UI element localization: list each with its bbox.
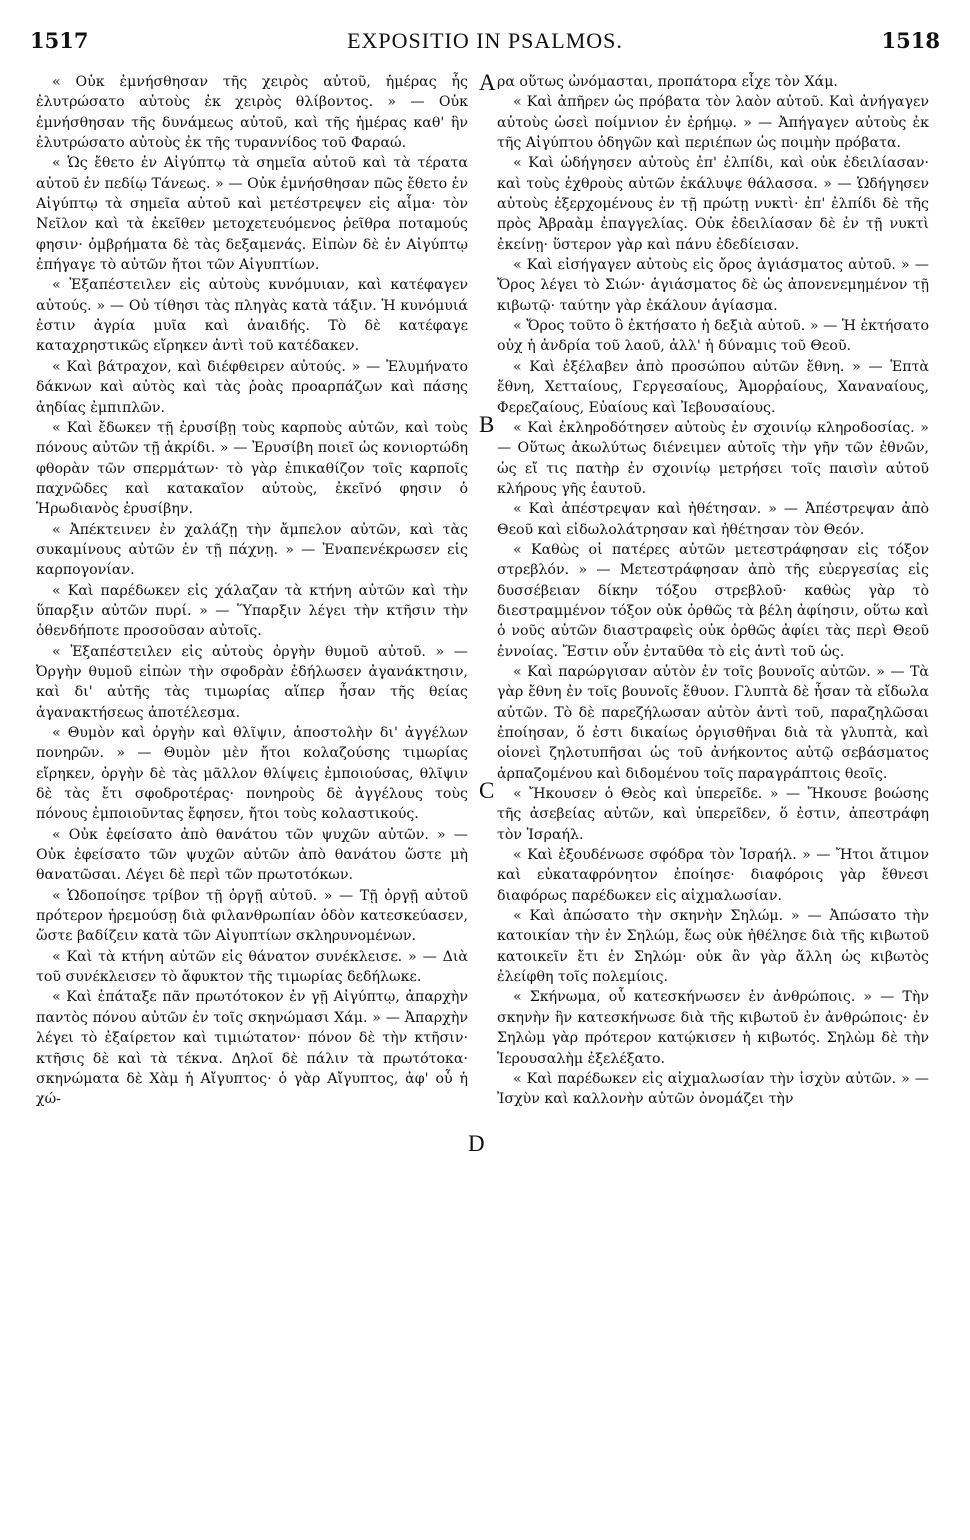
paragraph: « Σκήνωμα, οὗ κατεσκήνωσεν ἐν ἀνθρώποις. » — Τὴν σκηνὴν ἣν κατεσκήνωσε διὰ τῆς κιβωτοῦ ἐν ἀνθρώποις· ἐν Σηλὼμ γὰρ πρότερον κατῴκισεν ἡ κιβωτός. Σηλὼμ δὲ τὴν Ἱερουσαλὴμ ἐξελέξατο. [497,989,929,1067]
paragraph: « Οὐκ ἐμνήσθησαν τῆς χειρὸς αὐτοῦ, ἡμέρας ἧς ἐλυτρώσατο αὐτοὺς ἐκ χειρὸς θλίβοντος. » — Οὐκ ἐμνήσθησαν τῆς δυνάμεως αὐτοῦ, καὶ τῆς ἡμέρας καθ' ἣν ἐλυτρώσατο αὐτοὺς ἐκ τῆς τυραννίδος τοῦ Φαραώ. [36,74,468,152]
paragraph: « Καὶ βάτραχον, καὶ διέφθειρεν αὐτούς. » — Ἐλυμήνατο δάκνων καὶ αὐτὸς καὶ τὰς ῥοὰς προαρπάζων καὶ πάσης ἀηδίας ἐμπιπλῶν. [36,358,468,416]
paragraph: « Ἀπέκτεινεν ἐν χαλάζῃ τὴν ἄμπελον αὐτῶν, καὶ τὰς συκαμίνους αὐτῶν ἐν τῇ πάχνῃ. » — Ἐναπενέκρωσεν εἰς καρπογονίαν. [36,521,468,579]
paragraph: « Ὡδοποίησε τρίβον τῇ ὀργῇ αὐτοῦ. » — Τῇ ὀργῇ αὐτοῦ πρότερον ἠρεμούσῃ διὰ φιλανθρωπίαν ὁδὸν κατεσκεύασεν, ὥστε βαδίζειν κατὰ τῶν Αἰγυπτίων σκληρυνομένων. [36,887,468,945]
left-column [36,72,468,1527]
right-column [497,72,929,1527]
paragraph: « Καὶ ἔδωκεν τῇ ἐρυσίβῃ τοὺς καρποὺς αὐτῶν, καὶ τοὺς πόνους αὐτῶν τῇ ἀκρίδι. » — Ἐρυσίβη ποιεῖ ὡς κονιορτώδη φθορὰν τῶν σπερμάτων· τὸ γὰρ ἐπικαθίζον τοῖς καρποῖς παχνῶδες καὶ κατακαῖον αὐτοὺς, ἐκεῖνό φησιν ὁ Ἡρωδιανὸς ἐρυσίβην. [36,419,468,518]
paragraph: « Καὶ ἐξουδένωσε σφόδρα τὸν Ἰσραήλ. » — Ἤτοι ἄτιμον καὶ εὐκαταφρόνητον ἐποίησε· διαφόροις γὰρ ἔθνεσι διαφόρως παρέδωκεν εἰς αἰχμαλωσίαν. [497,847,929,904]
paragraph: « Ὡς ἔθετο ἐν Αἰγύπτῳ τὰ σημεῖα αὐτοῦ καὶ τὰ τέρατα αὐτοῦ ἐν πεδίῳ Τάνεως. » — Οὐκ ἐμνήσθησαν πῶς ἔθετο ἐν Αἰγύπτῳ τὰ σημεῖα αὐτοῦ καὶ μετέστρεψεν εἰς αἷμα· τὸν Νεῖλον καὶ τὰ ἐκεῖθεν μετοχετευόμενος ῥεῖθρα ποταμούς φησιν· ὀμβρήματα δὲ τὰς δεξαμενάς. Εἰπὼν δὲ ἐν Αἰγύπτῳ ἐπήγαγε τὸ αὐτῶν ἤτοι τῶν Αἰγυπτίων. [36,155,468,274]
paragraph: « Θυμὸν καὶ ὀργὴν καὶ θλῖψιν, ἀποστολὴν δι' ἀγγέλων πονηρῶν. » — Θυμὸν μὲν ἤτοι κολαζούσης τιμωρίας εἴρηκεν, ὀργὴν δὲ τὰς μᾶλλον θλίψεις ἐμποιούσας, θλῖψιν δὲ τὰς ἔτι σφοδροτέρας· πονηροὺς δὲ ἀγγέλους τοὺς πόνους ἐμποιοῦντας ἔφησεν, ἤτοι τοὺς κολαστικούς. [36,725,468,823]
paragraph-continuation: ρα οὕτως ὠνόμασται, προπάτορα εἶχε τὸν Χάμ. [497,74,838,90]
paragraph: « Καὶ παρέδωκεν εἰς χάλαζαν τὰ κτήνη αὐτῶν καὶ τὴν ὕπαρξιν αὐτῶν πυρί. » — Ὕπαρξιν λέγει τὴν κτῆσιν τὴν ὁθενδήποτε προσοῦσαν αὐτοῖς. [36,582,468,640]
column-marker-b: B [479,412,495,437]
paragraph: « Καὶ τὰ κτήνη αὐτῶν εἰς θάνατον συνέκλεισε. » — Διὰ τοῦ συνέκλεισεν τὸ ἄφυκτον τῆς τιμωρίας δεδήλωκε. [36,948,468,986]
page-number-left: 1517 [30,28,89,53]
paragraph: « Καὶ παρώργισαν αὐτὸν ἐν τοῖς βουνοῖς αὐτῶν. » — Τὰ γὰρ ἔθνη ἐν τοῖς βουνοῖς ἔθυον. Γλυπτὰ δὲ ἦσαν τὰ εἴδωλα αὐτῶν. Τὸ δὲ παρεζήλωσαν αὐτὸν ἀντὶ τοῦ, παραζηλῶσαι ἐποίησαν, ὅ ἐστι δικαίως ὀργισθῆναι διὰ τὰ γλυπτὰ, καὶ οἱονεὶ ζηλοτυπῆσαι ὡς τοῦ ἀνήκοντος αὐτῷ σεβάσματος ἁρπαζομένου καὶ διδομένου τοῖς παραγράπτοις θεοῖς. [497,663,929,782]
paragraph: « Ἐξαπέστειλεν εἰς αὐτοὺς ὀργὴν θυμοῦ αὐτοῦ. » — Ὀργὴν θυμοῦ εἰπὼν τὴν σφοδρὰν ἐδήλωσεν ἀγανάκτησιν, καὶ δι' αὐτῆς τὰς τιμωρίας αἵπερ ἦσαν τῆς θείας ἀγανακτήσεως ἀποτέλεσμα. [36,643,468,721]
column-marker-d: D [468,1131,485,1156]
running-title: EXPOSITIO IN PSALMOS. [347,28,623,53]
page-header [30,28,940,64]
page-number-right: 1518 [881,28,940,53]
paragraph: « Καὶ ἐπάταξε πᾶν πρωτότοκον ἐν γῇ Αἰγύπτῳ, ἀπαρχὴν παντὸς πόνου αὐτῶν ἐν τοῖς σκηνώμασι Χάμ. » — Ἀπαρχὴν λέγει τὸ ἐξαίρετον καὶ τιμιώτατον· πόνον δὲ τὴν κτῆσιν· κτῆσις δὲ καὶ τὰ τέκνα. Δηλοῖ δὲ πάλιν τὰ πρωτότοκα· σκηνώματα δὲ Χὰμ ἡ Αἴγυπτος· ὁ γὰρ Αἴγυπτος, ἀφ' οὗ ἡ χώ- [36,989,468,1108]
paragraph: « Καὶ ἀπώσατο τὴν σκηνὴν Σηλώμ. » — Ἀπώσατο τὴν κατοικίαν τὴν ἐν Σηλώμ, ἕως οὐκ ἠθέλησε διὰ τῆς κιβωτοῦ κατοικεῖν ἔτι ἐν Σηλώμ· οὐκ ἂν γὰρ ἄλλη ὡς κιβωτὸς ἐλείφθη τοῖς πολεμίοις. [497,908,929,986]
paragraph: « Καὶ ἐξέλαβεν ἀπὸ προσώπου αὐτῶν ἔθνη. » — Ἑπτὰ ἔθνη, Χετταίους, Γεργεσαίους, Ἀμορῥαίους, Χαναναίους, Φερεζαίους, Εὐαίους καὶ Ἰεβουσαίους. [497,358,929,416]
column-marker-c: C [479,778,495,803]
paragraph: « Καθὼς οἱ πατέρες αὐτῶν μετεστράφησαν εἰς τόξον στρεβλόν. » — Μετεστράφησαν ἀπὸ τῆς εὐεργεσίας εἰς δυσσέβειαν δίκην τόξου στρεβλοῦ· καθὼς γὰρ τὸ διεστραμμένον τόξον οὐκ ὀρθῶς τὰ βέλη ἀφίησιν, οὕτω καὶ ὁ νοῦς αὐτῶν διαστραφεὶς οὐκ ὀρθῶς ἀφίει τὰς περὶ Θεοῦ ἐννοίας. Ἔστιν οὖν ἐνταῦθα τὸ εἰς ἀντὶ τοῦ ὡς. [497,541,929,660]
column-marker-a: A [479,70,496,95]
paragraph: « Καὶ εἰσήγαγεν αὐτοὺς εἰς ὄρος ἁγιάσματος αὐτοῦ. » — Ὄρος λέγει τὸ Σιών· ἁγιάσματος δὲ ὡς ἀπονενεμημένον τῇ κιβωτῷ· ταύτην γὰρ ἐκάλουν ἁγίασμα. [497,257,929,314]
paragraph: « Καὶ ὡδήγησεν αὐτοὺς ἐπ' ἐλπίδι, καὶ οὐκ ἐδειλίασαν· καὶ τοὺς ἐχθροὺς αὐτῶν ἐκάλυψε θάλασσα. » — Ὡδήγησεν αὐτοὺς ἐξερχομένους ἐν τῇ πρώτῃ νυκτὶ· ἐπ' ἐλπίδι δὲ τῆς πρὸς Ἀβραὰμ ἐπαγγελίας. Οὐκ ἐδειλίασαν δὲ ἐν τῇ νυκτὶ ἐκείνῃ· ὕστερον γὰρ καὶ πάνυ ἐδεδίεισαν. [497,155,929,253]
paragraph: « Καὶ ἐκληροδότησεν αὐτοὺς ἐν σχοινίῳ κληροδοσίας. » — Οὕτως ἀκωλύτως διένειμεν αὐτοῖς τὴν γῆν τῶν ἐθνῶν, ὡς εἴ τις πατὴρ ἐν σχοινίῳ μετρήσει τοῖς παισὶν αὐτοῦ κλήρους γῆς ἑαυτοῦ. [497,419,929,497]
paragraph: « Καὶ ἀπῆρεν ὡς πρόβατα τὸν λαὸν αὐτοῦ. Καὶ ἀνήγαγεν αὐτοὺς ὡσεὶ ποίμνιον ἐν ἐρήμῳ. » — Ἀπήγαγεν αὐτοὺς ἐκ τῆς Αἰγύπτου ὁδηγῶν καὶ περιέπων ὡς ποιμὴν πρόβατα. [497,94,929,152]
paragraph: « Οὐκ ἐφείσατο ἀπὸ θανάτου τῶν ψυχῶν αὐτῶν. » — Οὐκ ἐφείσατο τῶν ψυχῶν αὐτῶν ἀπὸ θανάτου ὥστε μὴ θανατῶσαι. Λέγει δὲ περὶ τῶν πρωτοτόκων. [36,826,468,884]
paragraph: « Καὶ παρέδωκεν εἰς αἰχμαλωσίαν τὴν ἰσχὺν αὐτῶν. » — Ἰσχὺν καὶ καλλονὴν αὐτῶν ὀνομάζει τὴν [497,1070,929,1108]
paragraph: « Καὶ ἀπέστρεψαν καὶ ἠθέτησαν. » — Ἀπέστρεψαν ἀπὸ Θεοῦ καὶ εἰδωλολάτρησαν καὶ ἠθέτησαν τὸν Θεόν. [497,501,929,538]
paragraph: « Ἐξαπέστειλεν εἰς αὐτοὺς κυνόμυιαν, καὶ κατέφαγεν αὐτούς. » — Οὐ τίθησι τὰς πληγὰς κατὰ τάξιν. Ἡ κυνόμυιά ἐστιν ἀγρία μυῖα καὶ ἀναιδής. Τὸ δὲ κατέφαγε καταχρηστικῶς εἴρηκεν ἀντὶ τοῦ κατέδακεν. [36,277,468,355]
paragraph: « Ὄρος τοῦτο ὃ ἐκτήσατο ἡ δεξιὰ αὐτοῦ. » — Ἡ ἐκτήσατο οὐχ ἡ ἀνδρία τοῦ λαοῦ, ἀλλ' ἡ δύναμις τοῦ Θεοῦ. [497,318,929,355]
paragraph: « Ἤκουσεν ὁ Θεὸς καὶ ὑπερεῖδε. » — Ἤκουσε βοώσης τῆς ἀσεβείας αὐτῶν, καὶ ὑπερεῖδεν, ὅ ἐστιν, ἀπεστράφη τὸν Ἰσραήλ. [497,786,929,843]
